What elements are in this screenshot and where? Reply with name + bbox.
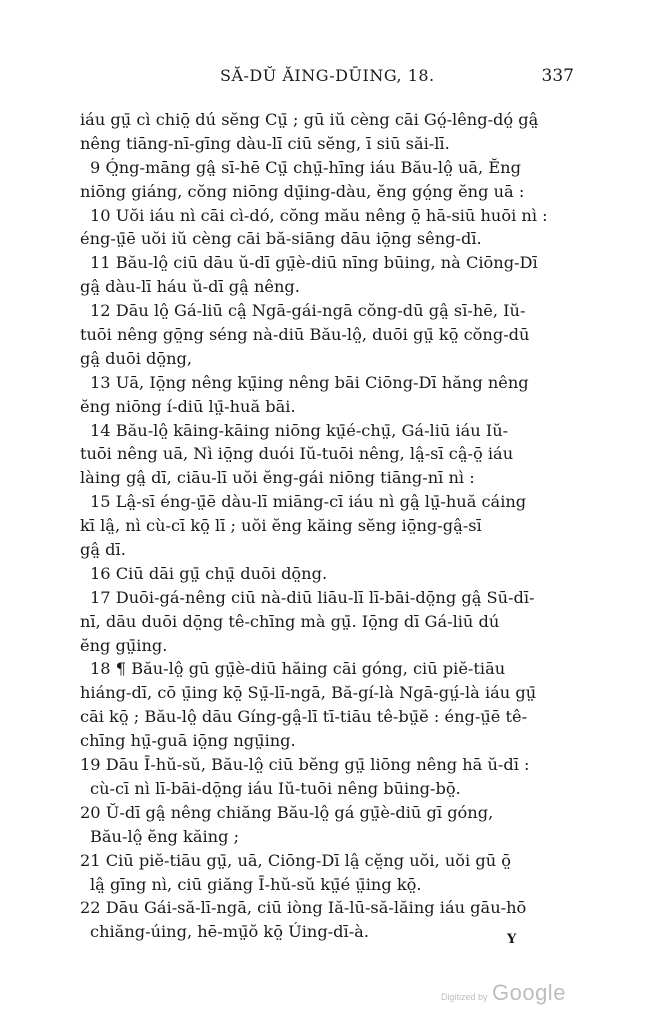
text-line: kī lâ̤, nì cù-cī kō̤ lī ; uŏi ĕng kăing sĕng iō̤ng-gâ̤-sī: [80, 516, 482, 536]
text-line: lâ̤ gīng nì, ciū giăng Ī-hŭ-sŭ kṳ̄é ṳ̄ing kō̤.: [90, 874, 422, 894]
text-line: 21 Ciū piĕ-tiāu gṳ̄, uā, Ciōng-Dī lâ̤ cĕ̤ng uŏi, uŏi gū ō̤: [80, 850, 512, 870]
text-line: gâ̤ dàu-lī háu ŭ-dī gâ̤ nêng.: [80, 277, 300, 297]
text-line: chīng hṳ̄-guā iō̤ng ngṳ̄ing.: [80, 731, 296, 751]
chapter-text: [80, 108, 574, 944]
digitization-watermark: [441, 980, 566, 1006]
page-number: 337: [541, 66, 574, 86]
text-line: 16 Ciū dāi gṳ̄ chṳ̄ duōi dō̤ng.: [90, 563, 328, 583]
text-line: 20 Ŭ-dī gâ̤ nêng chiăng Bău-lô̤ gá gṳ̄è-diū gī góng,: [80, 802, 494, 822]
text-line: chiăng-úing, hē-mṳ̄ŏ kō̤ Úing-dī-à.: [90, 922, 369, 942]
text-line: hiáng-dī, cō ṳ̄ing kō̤ Sṳ̄-lī-ngā, Bă-gí-là Ngā-gṳ́-là iáu gṳ̄: [80, 683, 537, 703]
text-line: nêng tiāng-nī-gīng dàu-lī ciū sĕng, ī siū săi-lī.: [80, 133, 450, 153]
text-line: gâ̤ dī.: [80, 540, 126, 560]
text-line: 10 Uŏi iáu nì cāi cì-dó, cŏng mău nêng ō̤ hā-siū huōi nì :: [90, 205, 548, 225]
text-line: cù-cī nì lī-bāi-dō̤ng iáu Iŭ-tuōi nêng būing-bō̤.: [90, 778, 461, 798]
text-line: 17 Duōi-gá-nêng ciū nà-diū liāu-lī lī-bāi-dō̤ng gâ̤ Sū-dī-: [90, 587, 535, 607]
text-line: 13 Uā, Iō̤ng nêng kṳ̄ing nêng bāi Ciōng-Dī hăng nêng: [90, 372, 529, 392]
running-title: SĂ-DŬ ĂING-DŪING, 18.: [220, 66, 435, 85]
text-line: nī, dāu duōi dō̤ng tê-chīng mà gṳ̄. Iō̤ng dī Gá-liū dú: [80, 611, 500, 631]
running-head: [80, 66, 574, 90]
text-line: 11 Bău-lô̤ ciū dāu ŭ-dī gṳ̄è-diū nīng būing, nà Ciōng-Dī: [90, 253, 538, 273]
text-line: 22 Dāu Gái-să-lī-ngā, ciū iòng Iă-lū-să-lăing iáu gāu-hō: [80, 898, 527, 918]
text-line: tuōi nêng uā, Nì iō̤ng duói Iŭ-tuōi nêng, lâ̤-sī câ̤-ō̤ iáu: [80, 444, 514, 464]
text-line: ĕng gṳ̄ing.: [80, 635, 168, 655]
text-line: 18 ¶ Bău-lô̤ gū gṳ̄è-diū hăing cāi góng, ciū piĕ-tiāu: [90, 659, 506, 679]
text-line: éng-ṳ̄ē uŏi iŭ cèng cāi bă-siāng dāu iō̤ng sêng-dī.: [80, 229, 482, 249]
text-line: 19 Dāu Ī-hŭ-sŭ, Bău-lô̤ ciū bĕng gṳ̄ liōng nêng hā ŭ-dī :: [80, 755, 530, 775]
text-line: Bău-lô̤ ĕng kăing ;: [90, 826, 240, 846]
printer-signature-mark: Y: [507, 932, 517, 947]
text-line: cāi kō̤ ; Bău-lô̤ dāu Gíng-gâ̤-lī tī-tiāu tê-bṳ̄ĕ : éng-ṳ̄ē tê-: [80, 707, 528, 727]
text-line: 12 Dāu lô̤ Gá-liū câ̤ Ngā-gái-ngā cŏng-dū gâ̤ sī-hē, Iŭ-: [90, 301, 526, 321]
text-line: 15 Lâ̤-sī éng-ṳ̄ē dàu-lī miāng-cī iáu nì gâ̤ lṳ̄-huă cáing: [90, 492, 527, 512]
text-line: iáu gṳ̄ cì chiō̤ dú sĕng Cṳ̄ ; gū iŭ cèng cāi Gó̤-lêng-dó̤ gâ̤: [80, 110, 539, 129]
text-line: tuōi nêng gō̤ng séng nà-diū Bău-lô̤, duōi gṳ̄ kō̤ cŏng-dū: [80, 325, 530, 345]
text-line: niōng giáng, cŏng niōng dṳ̄ing-dàu, ĕng gó̤ng ĕng uā :: [80, 181, 525, 201]
text-line: gâ̤ duōi dō̤ng,: [80, 348, 193, 368]
text-line: 14 Bău-lô̤ kāing-kāing niōng kṳ̄é-chṳ̄, Gá-liū iáu Iŭ-: [90, 420, 509, 440]
digitized-by-label: Digitized by: [441, 992, 488, 1002]
text-line: 9 Ó̤ng-māng gâ̤ sī-hē Cṳ̄ chṳ̄-hīng iáu Bău-lô̤ uā, Ĕng: [90, 157, 521, 177]
google-logo-text: Google: [491, 980, 566, 1005]
text-line: làing gâ̤ dī, ciāu-lī uŏi ĕng-gái niōng tiāng-nī nì :: [80, 468, 475, 488]
text-line: ĕng niōng í-diū lṳ̄-huă bāi.: [80, 396, 296, 416]
